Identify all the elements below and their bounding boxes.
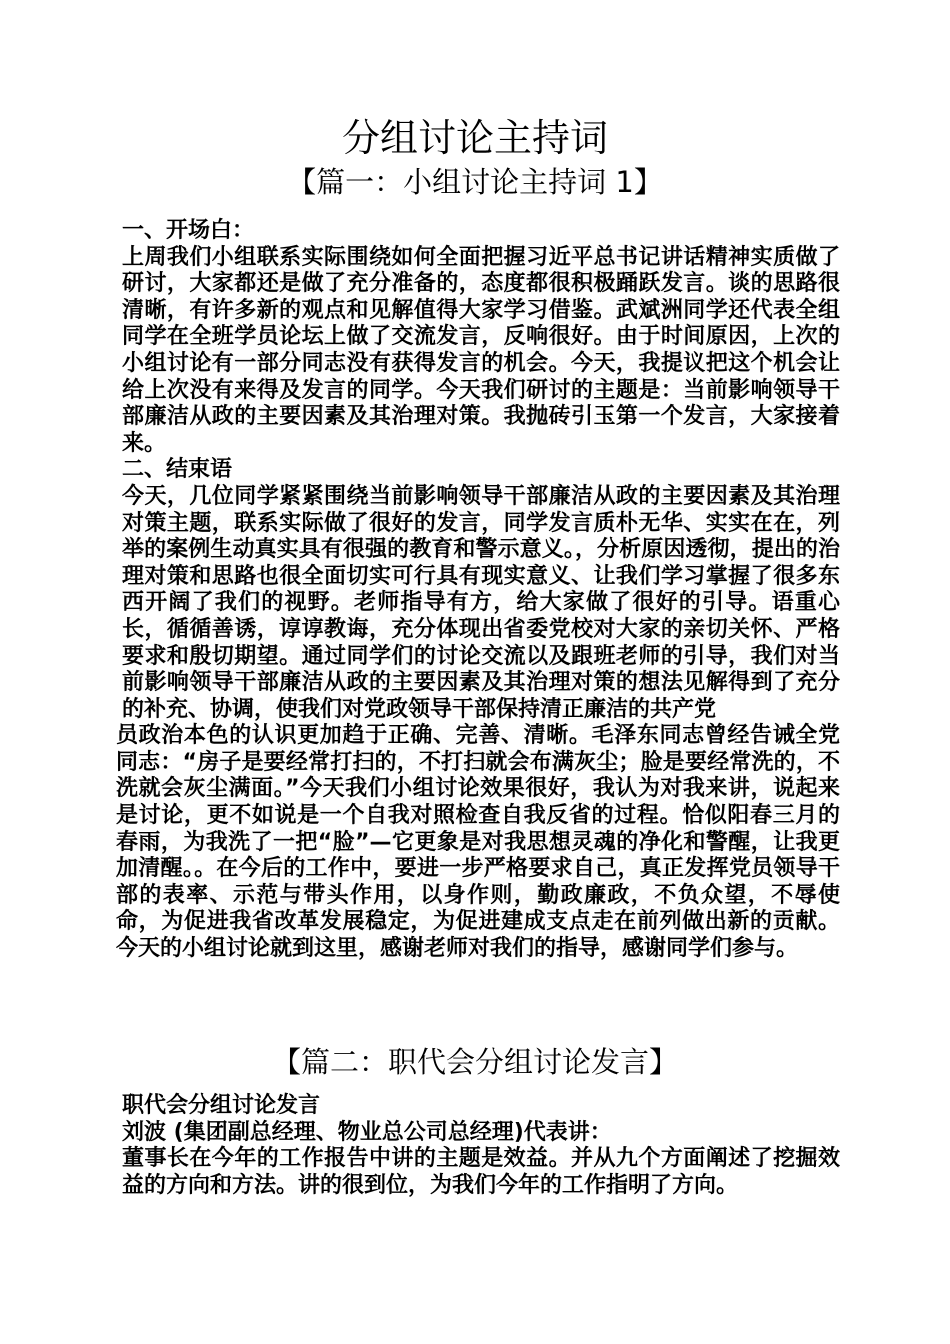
part-two-body [116,1093,840,1199]
speech-paragraph: 董事长在今年的工作报告中讲的主题是效益。并从九个方面阐述了挖掘效益的方向和方法。讲的很到位，为我们今年的工作指明了方向。 [122,1146,840,1198]
document-title: 分组讨论主持词 [341,116,608,160]
opening-heading: 一、开场白： [122,218,255,243]
part-two-heading: 【篇二：职代会分组讨论发言】 [271,1045,678,1079]
part-one-body [116,218,840,963]
closing-paragraph-part1: 今天，几位同学紧紧围绕当前影响领导干部廉洁从政的主要因素及其治理对策主题，联系实际做了很好的发言，同学发言质朴无华、实实在在，列举的案例生动真实具有很强的教育和警示意义。，分析原因透彻，提出的治理对策和思路也很全面切实可行具有现实意义、让我们学习掌握了很多东西开阔了我们的视野。老师指导有方，给大家做了很好的引导。语重心长，循循善诱，谆谆教诲，充分体现出省委党校对大家的亲切关怀、严格要求和殷切期望。通过同学们的讨论交流以及跟班老师的引导，我们对当前影响领导干部廉洁从政的主要因素及其治理对策的想法见解得到了充分的补充、协调，使我们对党政领导干部保持清正廉洁的共产党 [122,483,840,722]
opening-paragraph: 上周我们小组联系实际围绕如何全面把握习近平总书记讲话精神实质做了研讨，大家都还是做了充分准备的，态度都很积极踊跃发言。谈的思路很清晰，有许多新的观点和见解值得大家学习借鉴。武斌洲同学还代表全组同学在全班学员论坛上做了交流发言，反响很好。由于时间原因，上次的小组讨论有一部分同志没有获得发言的机会。今天，我提议把这个机会让给上次没有来得及发言的同学。今天我们研讨的主题是：当前影响领导干部廉洁从政的主要因素及其治理对策。我抛砖引玉第一个发言，大家接着来。 [122,244,840,456]
part-one-heading: 【篇一：小组讨论主持词 1】 [287,165,663,199]
closing-paragraph-part2: 员政治本色的认识更加趋于正确、完善、清晰。毛泽东同志曾经告诫全党同志：“房子是要经常打扫的，不打扫就会布满灰尘；脸是要经常洗的，不洗就会灰尘满面。”今天我们小组讨论效果很好，我认为对我来讲，说起来是讨论，更不如说是一个自我对照检查自我反省的过程。恰似阳春三月的春雨，为我洗了一把“脸”—它更象是对我思想灵魂的净化和警醒，让我更加清醒。。在今后的工作中，要进一步严格要求自己，真正发挥党员领导干部的表率、示范与带头作用，以身作则，勤政廉政，不负众望，不辱使命，为促进我省改革发展稳定，为促进建成支点走在前列做出新的贡献。今天的小组讨论就到这里，感谢老师对我们的指导，感谢同学们参与。 [116,723,840,962]
closing-heading: 二、结束语 [122,457,233,483]
speaker-line: 刘波 (集团副总经理、物业总公司总经理)代表讲： [122,1119,612,1145]
speech-heading: 职代会分组讨论发言 [122,1093,321,1118]
